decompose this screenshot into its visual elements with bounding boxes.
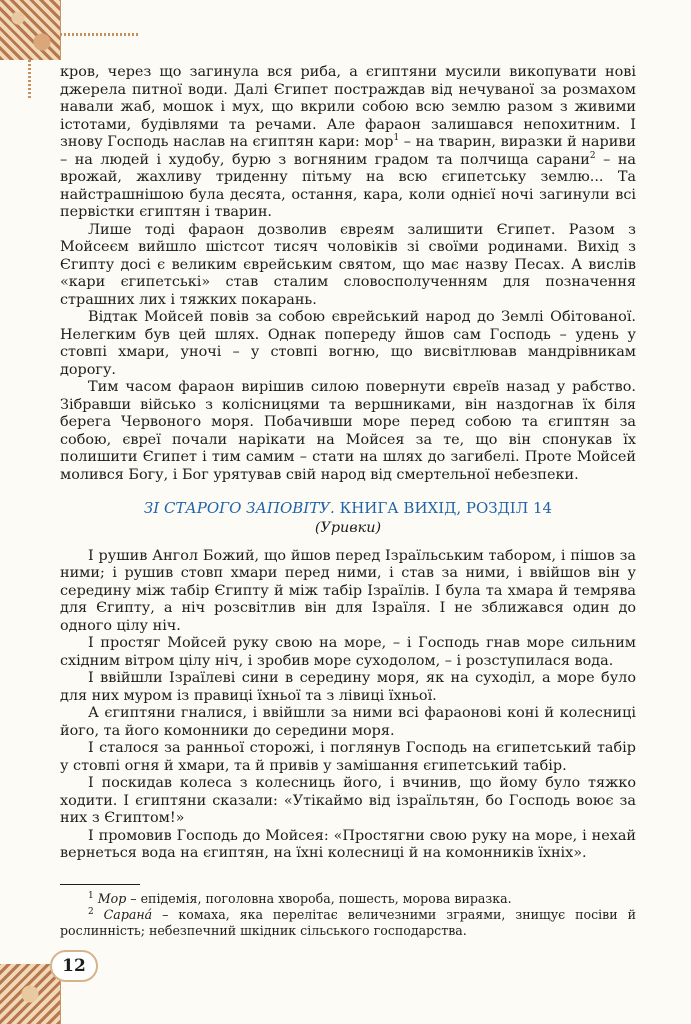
ornament-line-top [60, 33, 138, 36]
paragraph: Відтак Мойсей повів за собою єврейський народ до Землі Обітованої. Нелегким був цей шлях. Однак попереду йшов сам Господь – удень у стовпі хмари, уночі – у стовпі вогню, що висвітлював мандрівникам дорогу. [60, 309, 636, 378]
paragraph: А єгиптяни гналися, і ввійшли за ними всі фараонові коні й колесниці його, та його комонники до середини моря. [60, 705, 636, 739]
footnote-ref[interactable]: 1 [393, 133, 400, 144]
paragraph: І простяг Мойсей руку свою на море, – і Господь гнав море сильним східним вітром цілу ніч, і зробив море суходолом, – і розступилася вода. [60, 635, 636, 669]
paragraph: кров, через що загинула вся риба, а єгиптяни мусили викопувати нові джерела питної води. Далі Єгипет постраждав від нечуваної за розмахом навали жаб, мошок і мух, що вкрили собою всю землю разом з живими істотами, будівлями та речами. Але фараон залишався непохитним. І знову Господь наслав на єгиптян кари: мор$^1$ – на тварин, виразки й нариви – на людей і худобу, бурю з вогняним градом та полчища сарани$^2$ – на врожай, жахливу триденну пітьму на всю єгипетську землю... Та найстрашнішою була десята, остання, кара, коли однієї ночі загинули всі первістки єгиптян і тварин. [60, 64, 636, 220]
footnote-ref[interactable]: 2 [589, 150, 596, 161]
footnote-divider [60, 884, 140, 885]
page-number: 12 [50, 950, 98, 982]
section-subheading: (Уривки) [314, 520, 382, 536]
footnotes [60, 884, 636, 939]
paragraph: І ввійшли Ізраїлеві сини в середину моря, як на суходіл, а море було для них муром із правиці їхньої та з лівиці їхньої. [60, 670, 636, 704]
footnote: $^1$ Мор – епідемія, поголовна хвороба, пошесть, морова виразка. [88, 890, 512, 906]
footnote: $^2$ Сарана́ – комаха, яка перелітає величезними зграями, знищує посіви й рослинність; небезпечний шкідник сільського господарства. [60, 906, 636, 938]
paragraph: І сталося за ранньої сторожі, і поглянув Господь на єгипетський табір у стовпі огня й хмари, та й привів у замішання єгипетський табір. [60, 740, 636, 774]
section-heading: ЗІ СТАРОГО ЗАПОВІТУ. КНИГА ВИХІД, РОЗДІЛ 14 [143, 499, 553, 517]
page-body [60, 64, 636, 863]
paragraph: І поскидав колеса з колесниць його, і вчинив, що йому було тяжко ходити. І єгиптяни сказали: «Утікаймо від ізраїльтян, бо Господь воює за них з Єгиптом!» [60, 775, 636, 826]
paragraph: І промовив Господь до Мойсея: «Простягни свою руку на море, і нехай вернеться вода на єгиптян, на їхні колесниці й на комонників їхніх». [60, 827, 636, 861]
paragraph: Лише тоді фараон дозволив євреям залишити Єгипет. Разом з Мойсеєм вийшло шістсот тисяч чоловіків зі своїми родинами. Вихід з Єгипту досі є великим єврейським святом, що має назву Песах. А вислів «кари єгипетські» став сталим словосполученням для позначення страшних лих і тяжких покарань. [60, 221, 636, 308]
corner-ornament-top [0, 0, 61, 60]
paragraph: І рушив Ангол Божий, що йшов перед Ізраїльським табором, і пішов за ними; і рушив стовп хмари перед ними, і став за ними, і ввійшов він у середину між табір Єгипту й між табір Ізраїлів. І була та хмара й темрява для Єгипту, а ніч розсвітлив він для Ізраїля. І не зближався один до одного цілу ніч. [60, 547, 636, 634]
paragraph: Тим часом фараон вирішив силою повернути євреїв назад у рабство. Зібравши військо з колісницями та вершниками, він наздогнав їх біля берега Червоного моря. Побачивши море перед собою та єгиптян за собою, євреї почали нарікати на Мойсея за те, що він спонукав їх полишити Єгипет і тим самим – стати на шлях до загибелі. Проте Мойсей молився Богу, і Бог урятував свій народ від смертельної небезпеки. [60, 379, 636, 483]
ornament-line-side [28, 60, 31, 100]
